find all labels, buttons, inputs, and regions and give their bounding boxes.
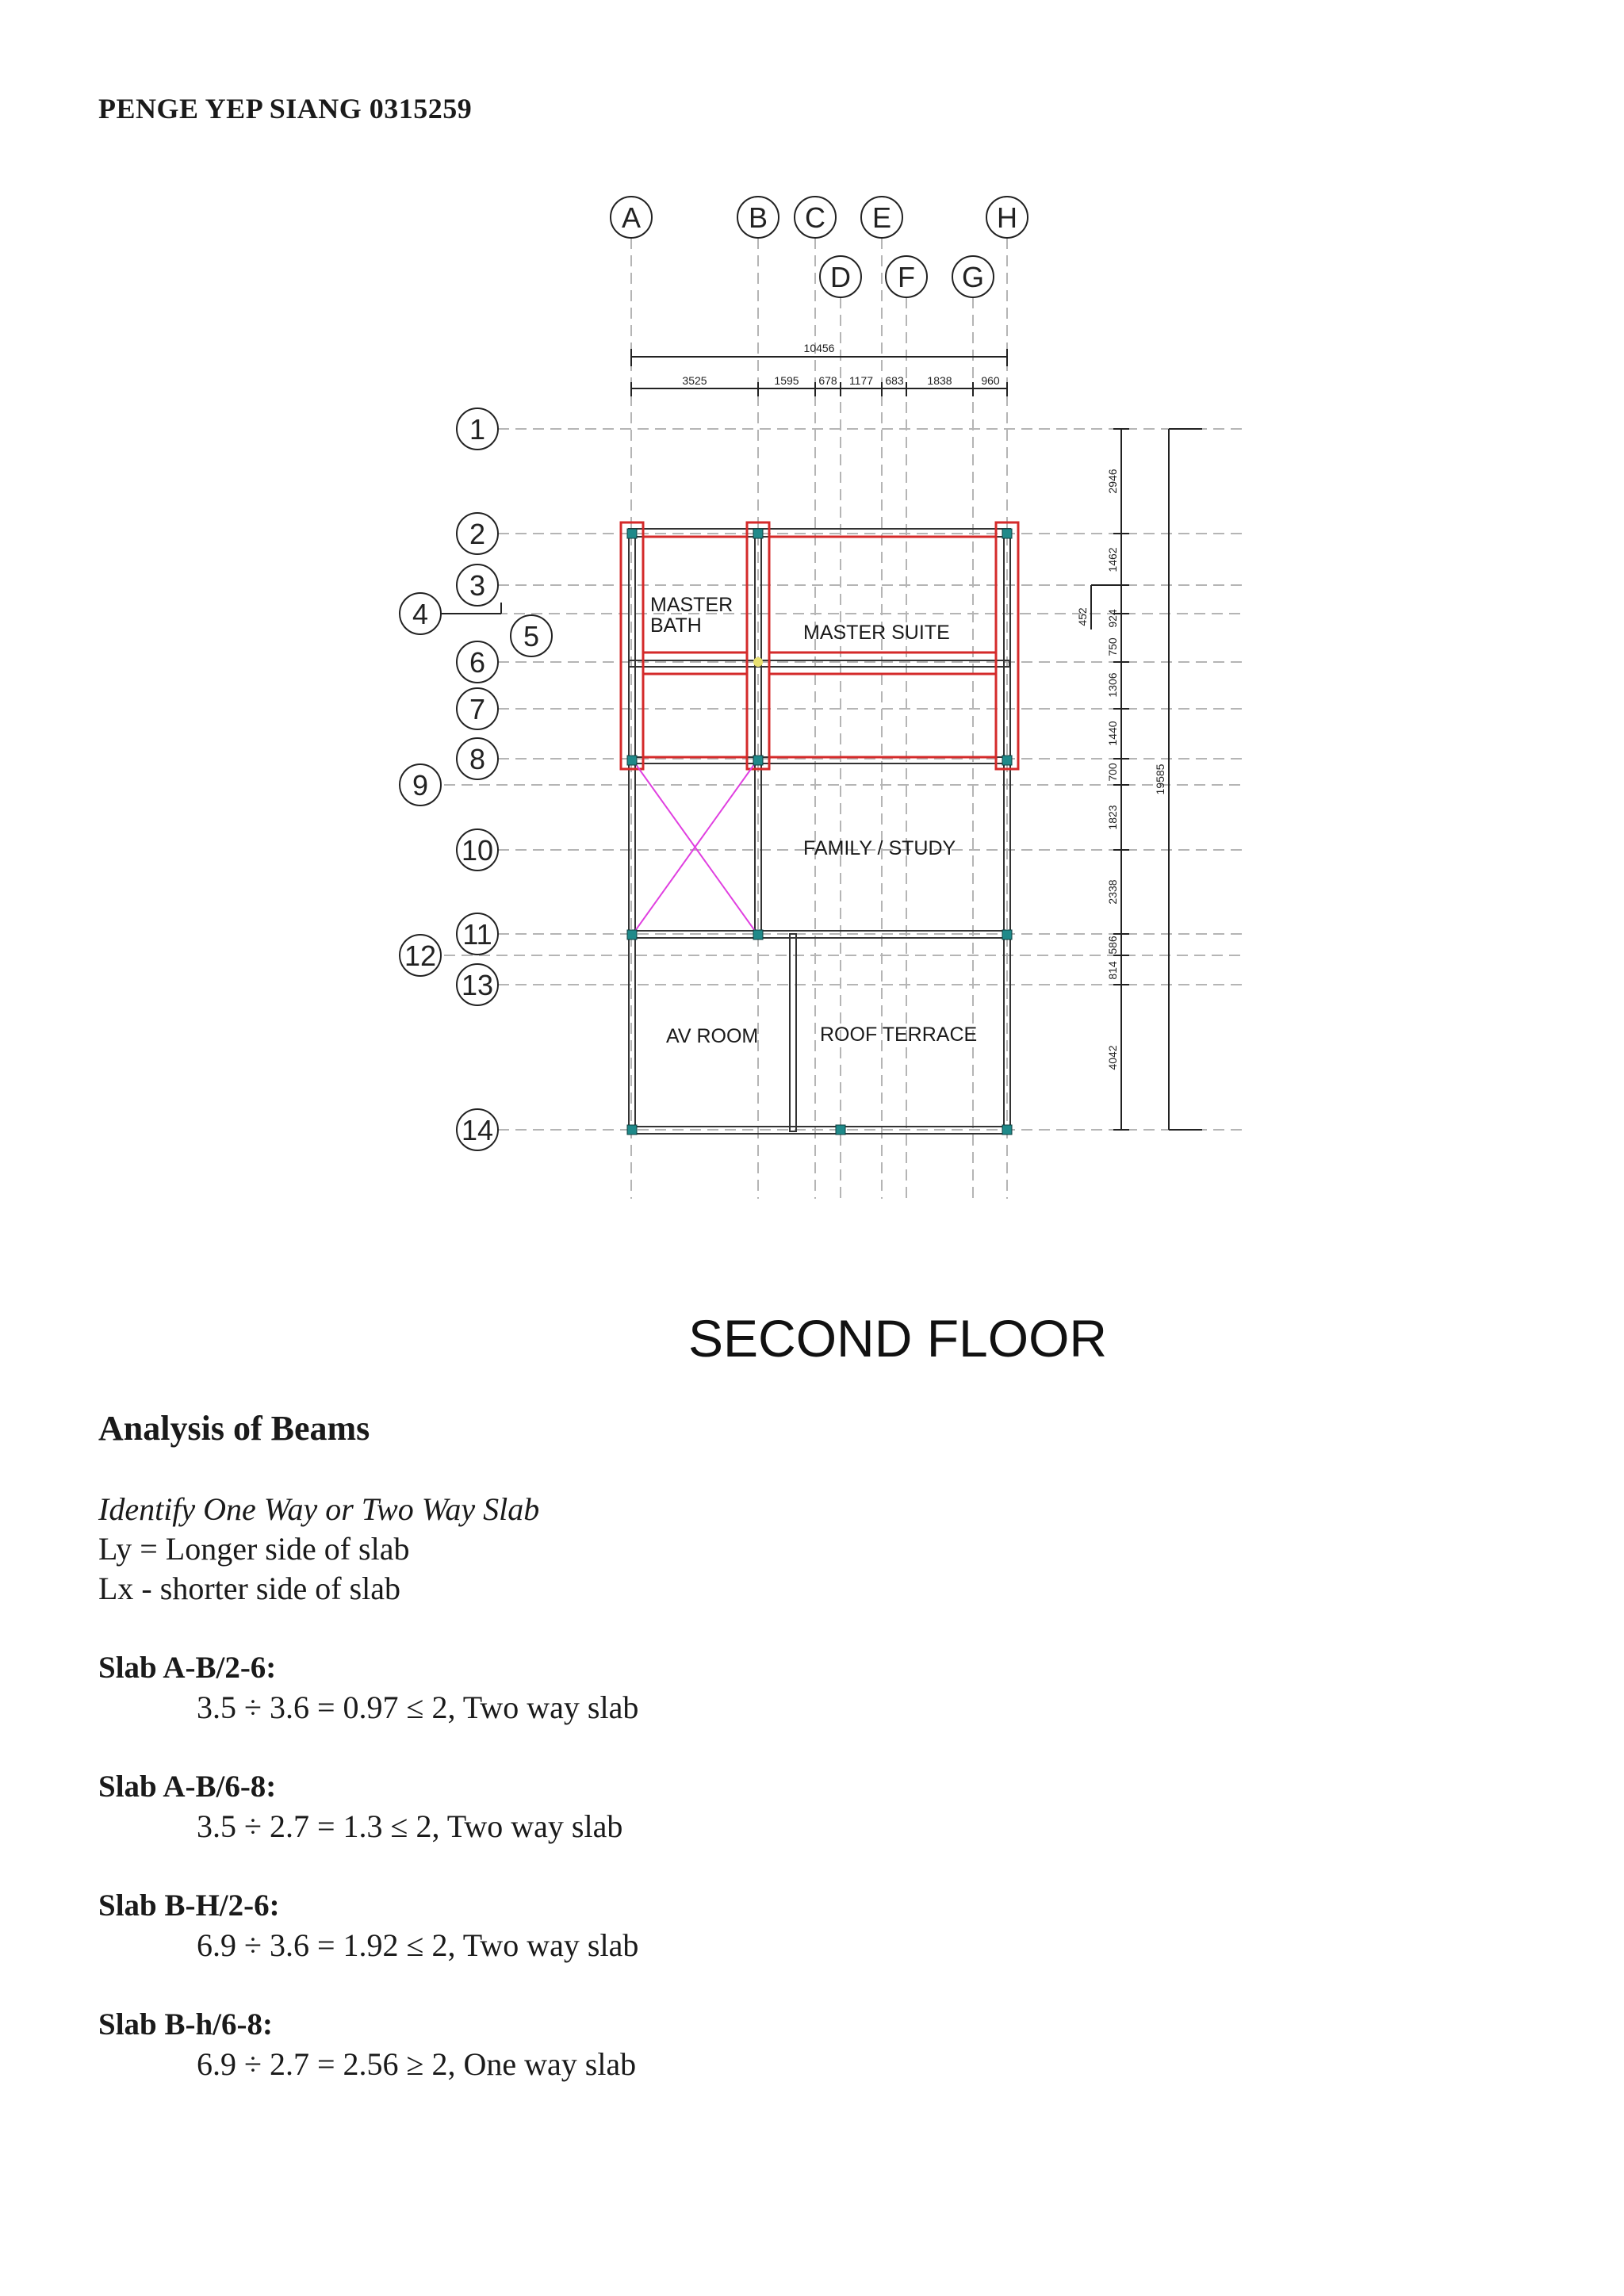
bay-width-label: 683	[885, 374, 904, 387]
slab-entry	[98, 1886, 1208, 1965]
bay-height-label: 750	[1106, 637, 1119, 656]
room-label: MASTER SUITE	[803, 622, 950, 644]
bay-height-label: 1440	[1106, 721, 1119, 746]
grid-row-label: 10	[461, 834, 494, 867]
grid-column-label: F	[898, 261, 915, 293]
room-label: AV ROOM	[666, 1025, 759, 1047]
grid-lines	[444, 238, 1242, 1199]
marker-dot	[753, 657, 763, 667]
intro-title: Identify One Way or Two Way Slab	[98, 1491, 540, 1527]
slab-title: Slab A-B/6-8:	[98, 1770, 277, 1804]
grid-row-label: 9	[412, 769, 429, 802]
bay-height-label: 700	[1106, 763, 1119, 782]
slab-entry	[98, 1767, 1208, 1846]
author-name-id: PENGE YEP SIANG 0315259	[98, 93, 473, 124]
slab-calculation: 6.9 ÷ 3.6 = 1.92 ≤ 2, Two way slab	[197, 1927, 639, 1963]
grid-column-label: A	[621, 201, 642, 234]
void-cross	[635, 763, 755, 931]
grid-row-label: 5	[523, 620, 540, 652]
bay-height-label: 814	[1106, 961, 1119, 980]
bay-height-label: 2338	[1106, 879, 1119, 905]
ly-definition: Ly = Longer side of slab	[98, 1531, 410, 1567]
grid-column-label: G	[961, 261, 985, 293]
room-label: BATH	[650, 614, 702, 637]
grid-row-label: 7	[469, 693, 486, 725]
bay-height-label: 1462	[1106, 547, 1119, 572]
grid-row-label: 13	[461, 969, 494, 1001]
overall-height-label: 19585	[1154, 763, 1166, 795]
overall-width-label: 10456	[803, 342, 835, 354]
bay-height-label: 1306	[1106, 672, 1119, 698]
room-label: ROOF TERRACE	[820, 1024, 978, 1046]
bay-width-label: 3525	[682, 374, 707, 387]
slab-calculation: 6.9 ÷ 2.7 = 2.56 ≥ 2, One way slab	[197, 2046, 637, 2082]
grid-column-label: H	[997, 201, 1017, 234]
grid-row-label: 8	[469, 743, 486, 775]
beam-analysis-section	[98, 1408, 1208, 2084]
grid-row-label: 11	[462, 918, 492, 951]
slab-calculation: 3.5 ÷ 3.6 = 0.97 ≤ 2, Two way slab	[197, 1689, 639, 1725]
slab-title: Slab A-B/2-6:	[98, 1651, 277, 1685]
top-dimensions	[631, 349, 1007, 396]
room-label: MASTER	[650, 594, 733, 616]
section-heading: Analysis of Beams	[98, 1409, 370, 1448]
slab-title: Slab B-H/2-6:	[98, 1888, 280, 1923]
room-label: FAMILY / STUDY	[803, 837, 956, 859]
lx-definition: Lx - shorter side of slab	[98, 1571, 401, 1606]
bay-height-label: 924	[1106, 609, 1119, 628]
slab-calculation: 3.5 ÷ 2.7 = 1.3 ≤ 2, Two way slab	[197, 1808, 623, 1844]
bay-height-label: 1823	[1106, 805, 1119, 830]
bay-height-label: 586	[1106, 936, 1119, 955]
bay-width-label: 960	[981, 374, 1000, 387]
grid-row-label: 4	[412, 598, 429, 630]
slab-entry	[98, 1648, 1208, 1728]
top-dimension-labels	[682, 342, 999, 387]
offset-452-label: 452	[1076, 607, 1089, 626]
highlighted-beams	[621, 522, 1018, 769]
slab-entry	[98, 2005, 1208, 2084]
grid-column-label: C	[805, 201, 825, 234]
bay-width-label: 1177	[848, 374, 874, 387]
row-bubble-labels	[404, 413, 539, 1146]
grid-row-label: 14	[461, 1114, 494, 1146]
grid-column-label: B	[748, 201, 768, 234]
bay-width-label: 1838	[927, 374, 952, 387]
grid-row-label: 2	[469, 518, 486, 550]
bay-height-label: 4042	[1106, 1045, 1119, 1070]
bay-width-label: 1595	[774, 374, 799, 387]
slab-title: Slab B-h/6-8:	[98, 2007, 273, 2042]
grid-column-label: D	[830, 261, 851, 293]
bay-height-label: 2946	[1106, 469, 1119, 494]
grid-row-label: 12	[404, 939, 437, 972]
grid-row-label: 3	[469, 569, 486, 602]
grid-row-label: 6	[469, 646, 486, 679]
bay-width-label: 678	[818, 374, 837, 387]
plan-title: SECOND FLOOR	[688, 1309, 1108, 1368]
grid-row-label: 1	[469, 413, 486, 446]
grid-column-label: E	[871, 201, 892, 234]
